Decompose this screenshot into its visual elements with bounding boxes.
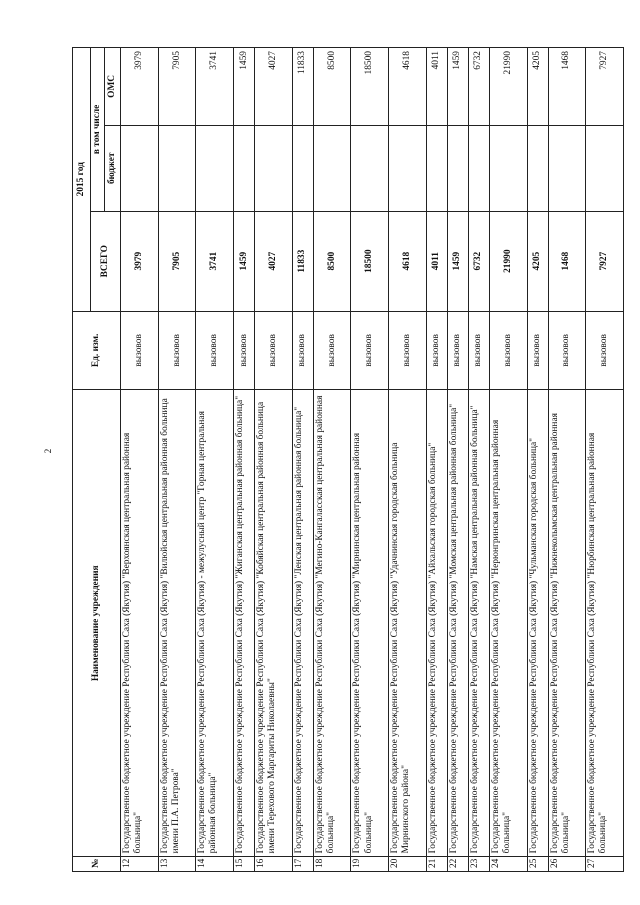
row-number-cell: 26	[548, 857, 586, 872]
table-row	[196, 48, 234, 872]
unit-cell: вызовов	[468, 311, 489, 390]
institution-name-cell: Государственное бюджетное учреждение Республики Саха (Якутия) "Айхальская городская больница"	[426, 390, 447, 857]
institution-name-cell: Государственное бюджетное учреждение Республики Саха (Якутия) "Чульманская городская больница"	[527, 390, 548, 857]
unit-cell: вызовов	[389, 311, 427, 390]
oms-cell: 7927	[586, 48, 624, 126]
total-cell: 7905	[158, 211, 196, 311]
unit-cell: вызовов	[351, 311, 389, 390]
table-row	[447, 48, 468, 872]
oms-cell: 1459	[447, 48, 468, 126]
budget-cell	[234, 125, 255, 211]
row-number-cell: 12	[121, 857, 159, 872]
oms-cell: 4027	[255, 48, 293, 126]
header-oms: ОМС	[105, 48, 121, 126]
total-cell: 1468	[548, 211, 586, 311]
header-num: №	[73, 857, 121, 872]
budget-cell	[196, 125, 234, 211]
oms-cell: 3979	[121, 48, 159, 126]
institutions-table	[72, 47, 624, 872]
table-row	[389, 48, 427, 872]
budget-cell	[292, 125, 313, 211]
total-cell: 8500	[313, 211, 351, 311]
institution-name-cell: Государственное бюджетное учреждение Республики Саха (Якутия) "Момская центральная районная больница"	[447, 390, 468, 857]
table-row	[426, 48, 447, 872]
table-row	[121, 48, 159, 872]
budget-cell	[158, 125, 196, 211]
table-body	[121, 48, 624, 872]
row-number-cell: 15	[234, 857, 255, 872]
row-number-cell: 13	[158, 857, 196, 872]
budget-cell	[121, 125, 159, 211]
row-number-cell: 23	[468, 857, 489, 872]
unit-cell: вызовов	[426, 311, 447, 390]
unit-cell: вызовов	[313, 311, 351, 390]
institution-name-cell: Государственное бюджетное учреждение Республики Саха (Якутия) "Вилюйская центральная районная больница имени П.А. Петрова"	[158, 390, 196, 857]
total-cell: 3979	[121, 211, 159, 311]
total-cell: 21990	[489, 211, 527, 311]
unit-cell: вызовов	[158, 311, 196, 390]
institution-name-cell: Государственное бюджетное учреждение Республики Саха (Якутия) "Жиганская центральная районная больница"	[234, 390, 255, 857]
oms-cell: 4205	[527, 48, 548, 126]
oms-cell: 6732	[468, 48, 489, 126]
oms-cell: 3741	[196, 48, 234, 126]
institution-name-cell: Государственное бюджетное учреждение Республики Саха (Якутия) "Верхоянская центральная районная больница"	[121, 390, 159, 857]
rotated-table-container	[72, 47, 624, 872]
header-name: Наименование учреждения	[73, 390, 121, 857]
budget-cell	[489, 125, 527, 211]
oms-cell: 11833	[292, 48, 313, 126]
total-cell: 1459	[447, 211, 468, 311]
institution-name-cell: Государственное бюджетное учреждение Республики Саха (Якутия) "Ленская центральная районная больница"	[292, 390, 313, 857]
row-number-cell: 14	[196, 857, 234, 872]
budget-cell	[527, 125, 548, 211]
unit-cell: вызовов	[234, 311, 255, 390]
header-year: 2015 год	[73, 48, 91, 312]
row-number-cell: 21	[426, 857, 447, 872]
table-row	[292, 48, 313, 872]
total-cell: 3741	[196, 211, 234, 311]
unit-cell: вызовов	[489, 311, 527, 390]
budget-cell	[255, 125, 293, 211]
budget-cell	[468, 125, 489, 211]
total-cell: 4027	[255, 211, 293, 311]
header-budget: бюджет	[105, 125, 121, 211]
row-number-cell: 24	[489, 857, 527, 872]
header-total: ВСЕГО	[91, 211, 121, 311]
row-number-cell: 16	[255, 857, 293, 872]
row-number-cell: 20	[389, 857, 427, 872]
oms-cell: 4618	[389, 48, 427, 126]
table-row	[586, 48, 624, 872]
unit-cell: вызовов	[527, 311, 548, 390]
institution-name-cell: Государственное бюджетное учреждение Республики Саха (Якутия) "Мегино-Кангаласская центральная районная больница"	[313, 390, 351, 857]
unit-cell: вызовов	[121, 311, 159, 390]
budget-cell	[548, 125, 586, 211]
institution-name-cell: Государственное бюджетное учреждение Республики Саха (Якутия) - межулусный центр "Горная центральная районная больница"	[196, 390, 234, 857]
row-number-cell: 18	[313, 857, 351, 872]
total-cell: 4011	[426, 211, 447, 311]
oms-cell: 1468	[548, 48, 586, 126]
budget-cell	[426, 125, 447, 211]
oms-cell: 18500	[351, 48, 389, 126]
unit-cell: вызовов	[292, 311, 313, 390]
institution-name-cell: Государственное бюджетное учреждение Республики Саха (Якутия) "Нижнеколымская центральная районная больница"	[548, 390, 586, 857]
table-row	[489, 48, 527, 872]
total-cell: 4618	[389, 211, 427, 311]
row-number-cell: 19	[351, 857, 389, 872]
oms-cell: 4011	[426, 48, 447, 126]
table-row	[351, 48, 389, 872]
header-including: в том числе	[91, 48, 105, 212]
page-number: 2	[43, 448, 53, 454]
row-number-cell: 27	[586, 857, 624, 872]
institution-name-cell: Государственное бюджетное учреждение Республики Саха (Якутия) "Намская центральная районная больница"	[468, 390, 489, 857]
unit-cell: вызовов	[447, 311, 468, 390]
total-cell: 4205	[527, 211, 548, 311]
header-unit: Ед. изм.	[73, 311, 121, 390]
oms-cell: 7905	[158, 48, 196, 126]
unit-cell: вызовов	[548, 311, 586, 390]
total-cell: 6732	[468, 211, 489, 311]
budget-cell	[389, 125, 427, 211]
budget-cell	[351, 125, 389, 211]
unit-cell: вызовов	[586, 311, 624, 390]
row-number-cell: 22	[447, 857, 468, 872]
budget-cell	[447, 125, 468, 211]
total-cell: 11833	[292, 211, 313, 311]
institution-name-cell: Государственное бюджетное учреждение Республики Саха (Якутия) "Удачнинская городская больница Мирнинского района"	[389, 390, 427, 857]
oms-cell: 1459	[234, 48, 255, 126]
oms-cell: 8500	[313, 48, 351, 126]
budget-cell	[313, 125, 351, 211]
unit-cell: вызовов	[255, 311, 293, 390]
budget-cell	[586, 125, 624, 211]
table-row	[255, 48, 293, 872]
row-number-cell: 17	[292, 857, 313, 872]
header-row-year	[73, 48, 91, 872]
total-cell: 18500	[351, 211, 389, 311]
institution-name-cell: Государственное бюджетное учреждение Республики Саха (Якутия) "Мирнинская центральная районная больница"	[351, 390, 389, 857]
total-cell: 7927	[586, 211, 624, 311]
table-row	[234, 48, 255, 872]
row-number-cell: 25	[527, 857, 548, 872]
institution-name-cell: Государственное бюджетное учреждение Республики Саха (Якутия) "Нерюнгринская центральная районная больница"	[489, 390, 527, 857]
total-cell: 1459	[234, 211, 255, 311]
table-row	[548, 48, 586, 872]
institution-name-cell: Государственное бюджетное учреждение Республики Саха (Якутия) "Нюрбинская центральная районная больница"	[586, 390, 624, 857]
unit-cell: вызовов	[196, 311, 234, 390]
table-row	[158, 48, 196, 872]
table-row	[527, 48, 548, 872]
table-row	[468, 48, 489, 872]
oms-cell: 21990	[489, 48, 527, 126]
table-row	[313, 48, 351, 872]
institution-name-cell: Государственное бюджетное учреждение Республики Саха (Якутия) "Кобяйская центральная районная больница имени Терехового Маргариты Николаевны"	[255, 390, 293, 857]
